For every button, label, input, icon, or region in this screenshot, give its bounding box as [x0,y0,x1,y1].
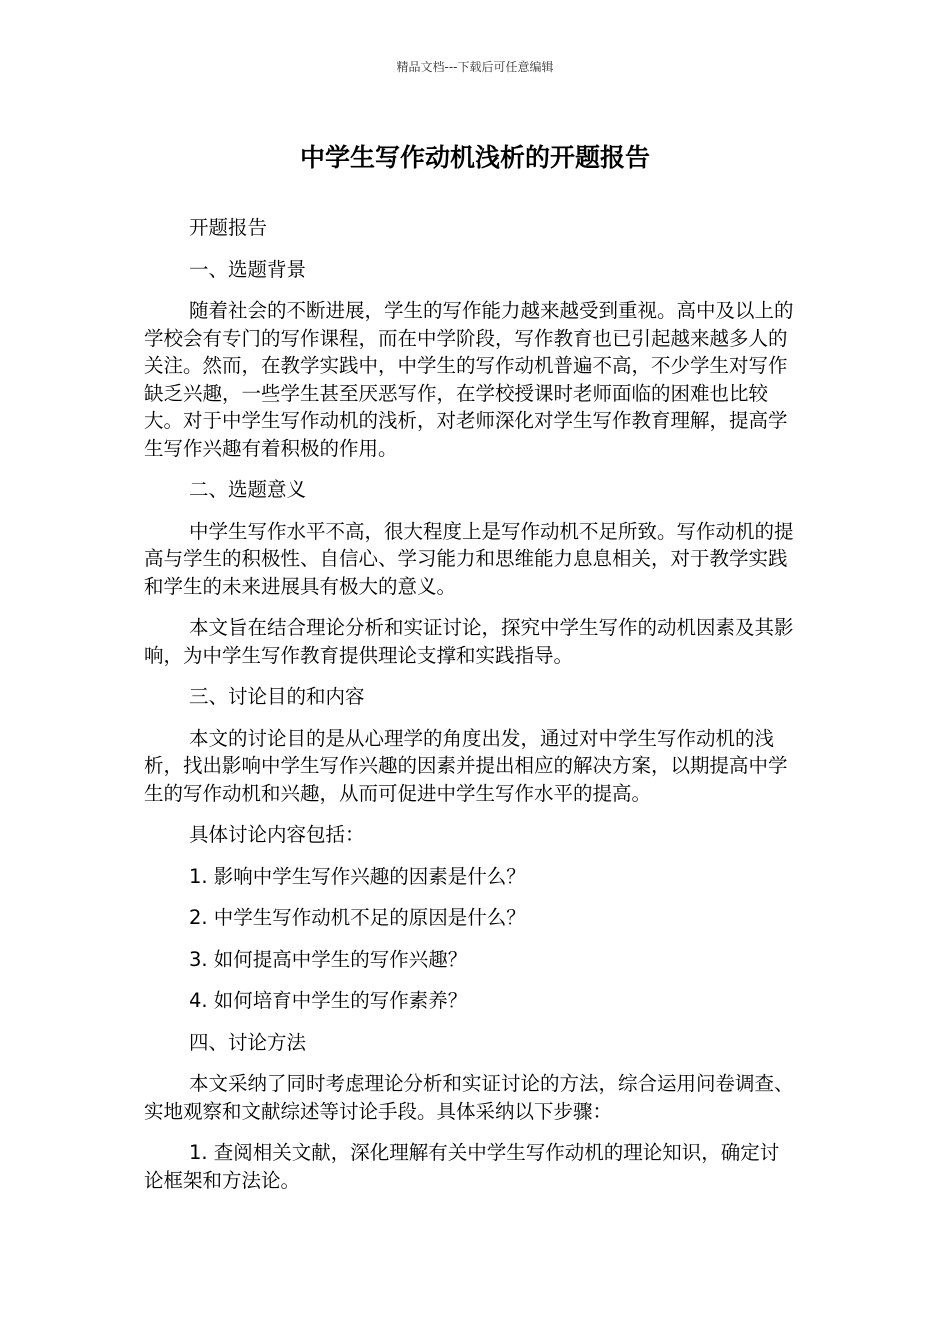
paragraph-significance-2: 本文旨在结合理论分析和实证讨论，探究中学生写作的动机因素及其影响，为中学生写作教育提供理论支撑和实践指导。 [144,616,794,667]
paragraph-content-intro: 具体讨论内容包括： [189,823,365,846]
list-item-3: 3. 如何提高中学生的写作兴趣？ [189,947,468,971]
list-item-1: 1. 影响中学生写作兴趣的因素是什么？ [189,864,526,888]
page-header: 精品文档---下载后可任意编辑 [396,60,554,74]
section-heading-background: 一、选题背景 [189,257,307,281]
paragraph-report-label: 开题报告 [189,216,268,239]
method-step-1: 1. 查阅相关文献，深化理解有关中学生写作动机的理论知识，确定讨论框架和方法论。 [144,1141,780,1192]
document-body [144,214,798,1208]
paragraph-methods: 本文采纳了同时考虑理论分析和实证讨论的方法，综合运用问卷调查、实地观察和文献综述等讨论手段。具体采纳以下步骤： [144,1072,794,1123]
paragraph-purpose: 本文的讨论目的是从心理学的角度出发，通过对中学生写作动机的浅析，找出影响中学生写作兴趣的因素并提出相应的解决方案，以期提高中学生的写作动机和兴趣，从而可促进中学生写作水平的提高。 [144,726,788,805]
section-heading-methods: 四、讨论方法 [189,1030,307,1054]
paragraph-background: 随着社会的不断进展，学生的写作能力越来越受到重视。高中及以上的学校会有专门的写作课程，而在中学阶段，写作教育也已引起越来越多人的关注。然而，在教学实践中，中学生的写作动机普遍不高，不少学生对写作缺乏兴趣，一些学生甚至厌恶写作，在学校授课时老师面临的困难也比较大。对于中学生写作动机的浅析，对老师深化对学生写作教育理解，提高学生写作兴趣有着积极的作用。 [144,299,794,460]
section-heading-purpose: 三、讨论目的和内容 [189,685,365,708]
document-title: 中学生写作动机浅析的开题报告 [299,143,650,172]
section-heading-significance: 二、选题意义 [189,478,307,501]
list-item-2: 2. 中学生写作动机不足的原因是什么？ [189,906,526,929]
list-item-4: 4. 如何培育中学生的写作素养？ [189,989,468,1012]
paragraph-significance-1: 中学生写作水平不高，很大程度上是写作动机不足所致。写作动机的提高与学生的积极性、自信心、学习能力和思维能力息息相关，对于教学实践和学生的未来进展具有极大的意义。 [144,519,794,598]
